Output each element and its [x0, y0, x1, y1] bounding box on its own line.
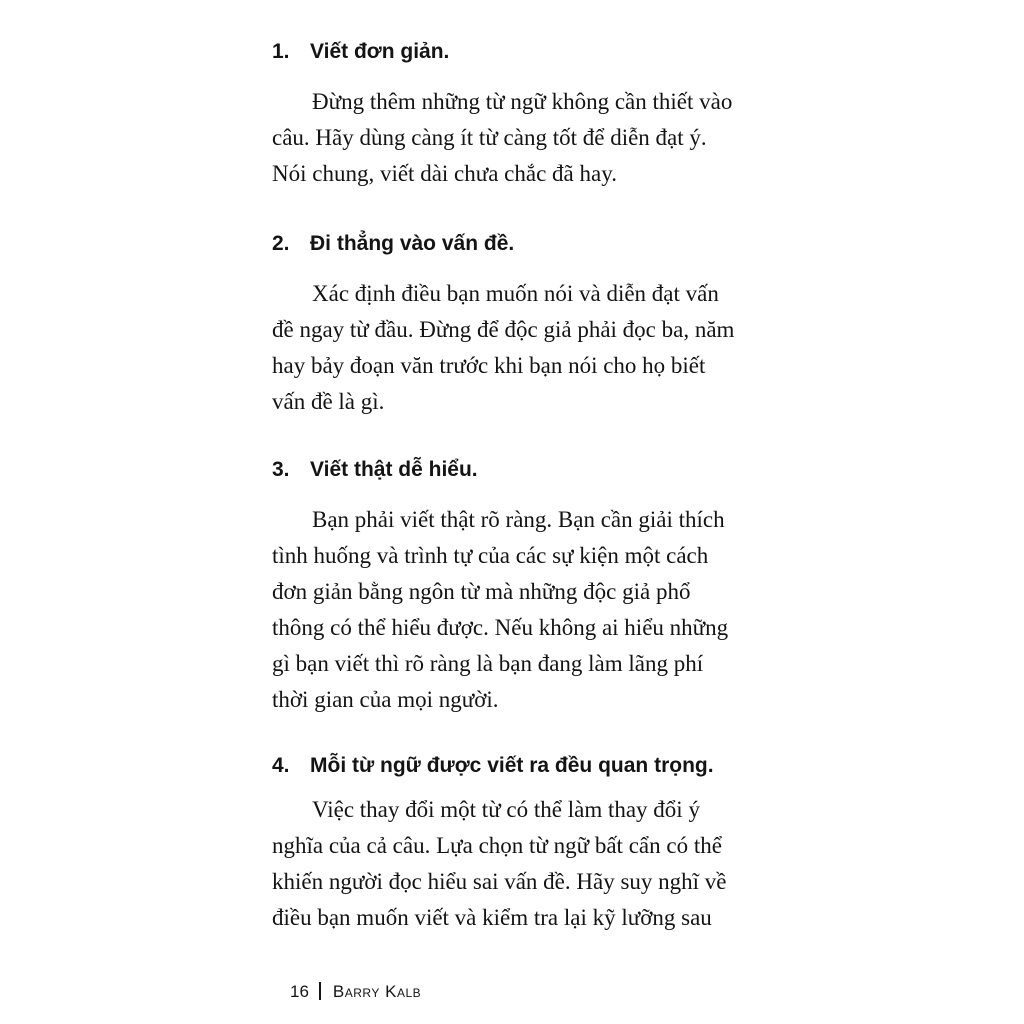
section-1-heading: [272, 38, 762, 66]
paragraph-line: Đừng thêm những từ ngữ không cần thiết vào: [312, 89, 733, 114]
section-3-paragraph: [272, 502, 762, 718]
section-1-title: Viết đơn giản.: [310, 40, 450, 63]
page-footer: [290, 982, 421, 1002]
section-3-title: Viết thật dễ hiểu.: [310, 458, 478, 481]
section-2: [272, 230, 762, 420]
paragraph-line: câu. Hãy dùng càng ít từ càng tốt để diễn đạt ý.: [272, 125, 707, 150]
paragraph-line: nghĩa của cả câu. Lựa chọn từ ngữ bất cẩn có thể: [272, 833, 722, 858]
footer-divider: [319, 982, 321, 1000]
section-4-heading: [272, 752, 762, 780]
paragraph-line: Bạn phải viết thật rõ ràng. Bạn cần giải thích: [312, 507, 725, 532]
paragraph-line: Nói chung, viết dài chưa chắc đã hay.: [272, 161, 617, 186]
section-3-heading: [272, 456, 762, 484]
section-4: [272, 752, 762, 936]
section-4-paragraph: [272, 792, 762, 936]
section-2-number: 2.: [272, 232, 290, 255]
paragraph-line: gì bạn viết thì rõ ràng là bạn đang làm lãng phí: [272, 651, 704, 676]
paragraph-line: Việc thay đổi một từ có thể làm thay đổi ý: [312, 797, 700, 822]
author-name: Barry Kalb: [332, 982, 422, 1001]
paragraph-line: thời gian của mọi người.: [272, 687, 499, 712]
section-1-paragraph: [272, 84, 762, 192]
section-4-title: Mỗi từ ngữ được viết ra đều quan trọng.: [310, 754, 714, 777]
section-2-title: Đi thẳng vào vấn đề.: [310, 232, 515, 255]
section-1-number: 1.: [272, 40, 290, 63]
paragraph-line: thông có thể hiểu được. Nếu không ai hiểu những: [272, 615, 729, 640]
section-3: [272, 456, 762, 718]
paragraph-line: Xác định điều bạn muốn nói và diễn đạt vấn: [312, 281, 719, 306]
paragraph-line: khiến người đọc hiểu sai vấn đề. Hãy suy nghĩ về: [272, 869, 727, 894]
section-2-heading: [272, 230, 762, 258]
paragraph-line: đề ngay từ đầu. Đừng để độc giả phải đọc ba, năm: [272, 317, 735, 342]
paragraph-line: đơn giản bằng ngôn từ mà những độc giả phổ: [272, 579, 691, 604]
page-number: 16: [290, 982, 309, 1001]
section-4-number: 4.: [272, 754, 290, 777]
section-2-paragraph: [272, 276, 762, 420]
paragraph-line: tình huống và trình tự của các sự kiện một cách: [272, 543, 709, 568]
paragraph-line: vấn đề là gì.: [272, 389, 385, 414]
section-1: [272, 38, 762, 192]
paragraph-line: hay bảy đoạn văn trước khi bạn nói cho họ biết: [272, 353, 706, 378]
paragraph-line: điều bạn muốn viết và kiểm tra lại kỹ lưỡng sau: [272, 905, 712, 930]
section-3-number: 3.: [272, 458, 290, 481]
